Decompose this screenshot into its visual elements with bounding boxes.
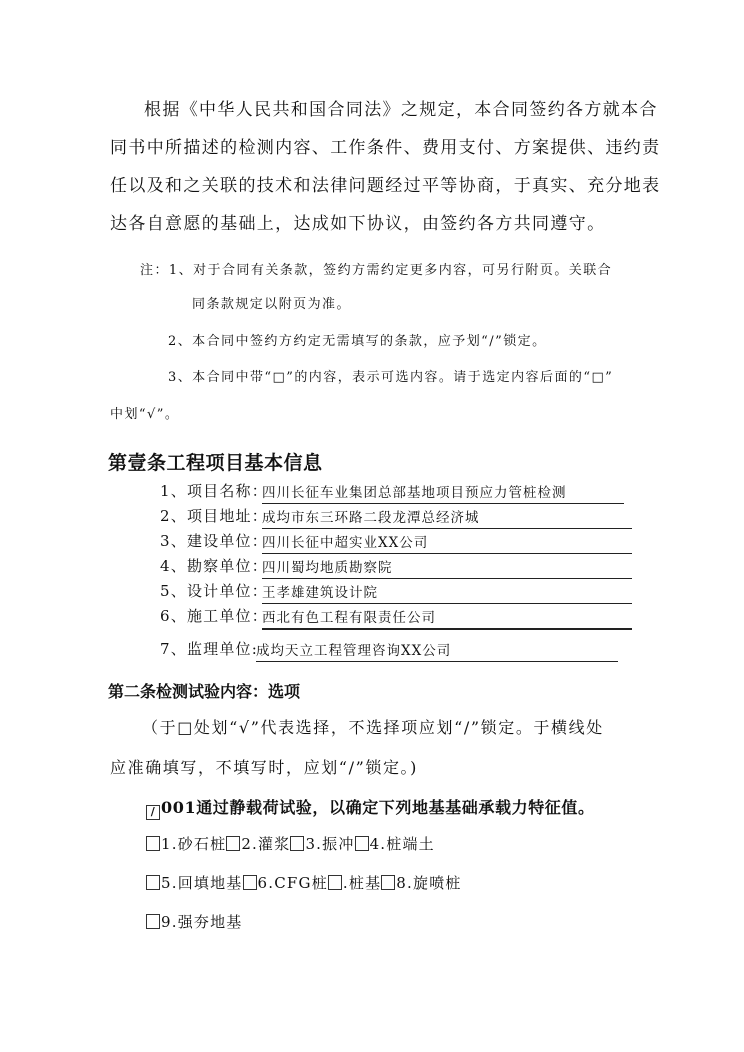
intro-line: 达各自意愿的基础上，达成如下协议，由签约各方共同遵守。: [110, 214, 606, 234]
checkbox[interactable]: [355, 836, 369, 851]
option-label: 4.桩端土: [369, 835, 435, 853]
option-label: 6.CFG桩: [257, 874, 328, 892]
option-label: 9.强夯地基: [161, 913, 243, 931]
field-value: 四川长征车业集团总部基地项目预应力管桩检测: [262, 481, 624, 504]
checkbox[interactable]: [146, 836, 160, 851]
option-label: 1.砂石桩: [161, 835, 227, 853]
option-label: .桩基: [342, 874, 382, 892]
option-label: 5.回填地基: [161, 874, 243, 892]
field-label: 7、监理单位:: [160, 640, 258, 658]
checkbox[interactable]: [146, 875, 160, 890]
note-line: 中划“√”。: [110, 407, 180, 422]
intro-line: 根据《中华人民共和国合同法》之规定，本合同签约各方就本合: [144, 100, 658, 120]
note-line: 2、本合同中签约方约定无需填写的条款，应予划“/”锁定。: [168, 334, 547, 349]
field-value: 王孝雄建筑设计院: [262, 581, 632, 604]
main-option[interactable]: [146, 795, 595, 820]
field-label: 3、建设单位：: [160, 532, 268, 550]
field-label: 6、施工单位：: [160, 607, 268, 625]
intro-line: 任以及和之关联的技术和法律问题经过平等协商，于真实、充分地表: [110, 176, 661, 196]
checkbox[interactable]: [290, 836, 304, 851]
field-value: 成均天立工程管理咨询XX公司: [256, 639, 618, 662]
checkbox[interactable]: [146, 914, 160, 929]
checkbox-checked[interactable]: /: [146, 805, 160, 820]
field-label: 1、项目名称：: [160, 482, 268, 500]
instruction-line: （于□处划“√”代表选择，不选择项应划“/”锁定。于横线处: [142, 718, 604, 737]
note-line: 注：1、对于合同有关条款，签约方需约定更多内容，可另行附页。关联合: [140, 263, 613, 278]
option-label: 8.旋喷桩: [396, 874, 462, 892]
instruction-line: 应准确填写，不填写时，应划“/”锁定。): [110, 758, 418, 777]
option-row: [146, 911, 243, 932]
field-value: 四川长征中超实业XX公司: [262, 531, 632, 554]
option-row: [146, 833, 435, 854]
note-line: 同条款规定以附页为准。: [192, 297, 351, 312]
field-label: 2、项目地址：: [160, 507, 268, 525]
field-value: 四川蜀均地质勘察院: [262, 556, 632, 579]
checkbox[interactable]: [381, 875, 395, 890]
article1-heading: 第壹条工程项目基本信息: [108, 452, 323, 474]
main-option-label: 001通过静载荷试验，以确定下列地基基础承载力特征值。: [161, 798, 595, 817]
option-label: 3.振冲: [305, 835, 355, 853]
option-row: [146, 872, 462, 893]
checkbox[interactable]: [328, 875, 342, 890]
field-value: 成均市东三环路二段龙潭总经济城: [262, 506, 632, 529]
intro-line: 同书中所描述的检测内容、工作条件、费用支付、方案提供、违约责: [110, 138, 661, 158]
checkbox[interactable]: [226, 836, 240, 851]
note-line: 3、本合同中带“□”的内容，表示可选内容。请于选定内容后面的“□”: [168, 370, 614, 385]
article2-heading: 第二条检测试验内容：选项: [108, 682, 301, 701]
checkbox[interactable]: [243, 875, 257, 890]
field-value: 西北有色工程有限责任公司: [262, 606, 632, 630]
field-label: 5、设计单位：: [160, 582, 268, 600]
field-label: 4、勘察单位：: [160, 557, 268, 575]
option-label: 2.灌浆: [241, 835, 291, 853]
